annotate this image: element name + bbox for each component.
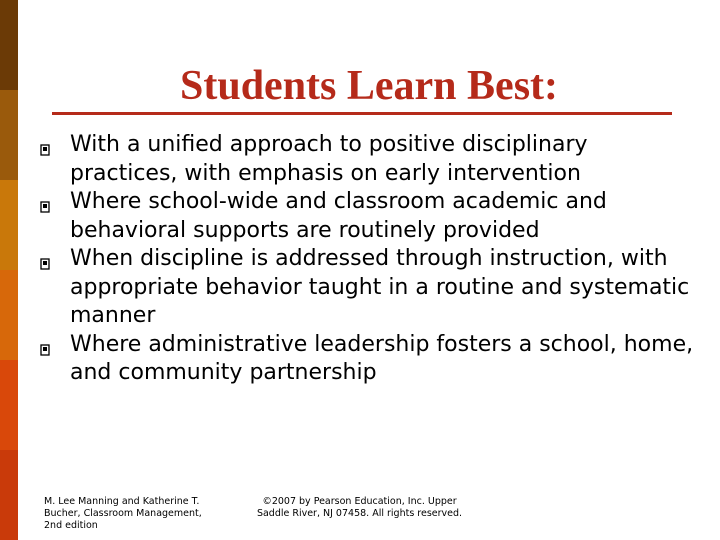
side-band-segment xyxy=(0,0,18,90)
title-underline xyxy=(52,112,672,115)
bullet-list xyxy=(40,131,700,388)
list-item xyxy=(40,331,700,388)
bullet-text: With a unified approach to positive disciplinary practices, with emphasis on early intervention xyxy=(70,132,588,186)
square-bullet-icon xyxy=(40,198,50,210)
square-bullet-icon xyxy=(40,141,50,153)
bullet-text: Where administrative leadership fosters a school, home, and community partnership xyxy=(70,331,694,385)
side-band-segment xyxy=(0,90,18,180)
footer-copyright: ©2007 by Pearson Education, Inc. Upper Saddle River, NJ 07458. All rights reserved. xyxy=(256,496,463,519)
slide-title: Students Learn Best: xyxy=(179,63,559,109)
bullet-text: Where school-wide and classroom academic and behavioral supports are routinely provided xyxy=(70,189,607,243)
square-bullet-icon xyxy=(40,341,50,353)
side-band-segment xyxy=(0,450,18,540)
side-band-segment xyxy=(0,360,18,450)
footer-citation: M. Lee Manning and Katherine T. Bucher, Classroom Management, 2nd edition xyxy=(44,496,202,531)
list-item xyxy=(40,245,700,331)
side-band-segment xyxy=(0,180,18,270)
list-item xyxy=(40,131,700,188)
side-band-segment xyxy=(0,270,18,360)
square-bullet-icon xyxy=(40,255,50,267)
bullet-text: When discipline is addressed through instruction, with appropriate behavior taught in a routine and systematic manner xyxy=(70,246,690,328)
list-item xyxy=(40,188,700,245)
